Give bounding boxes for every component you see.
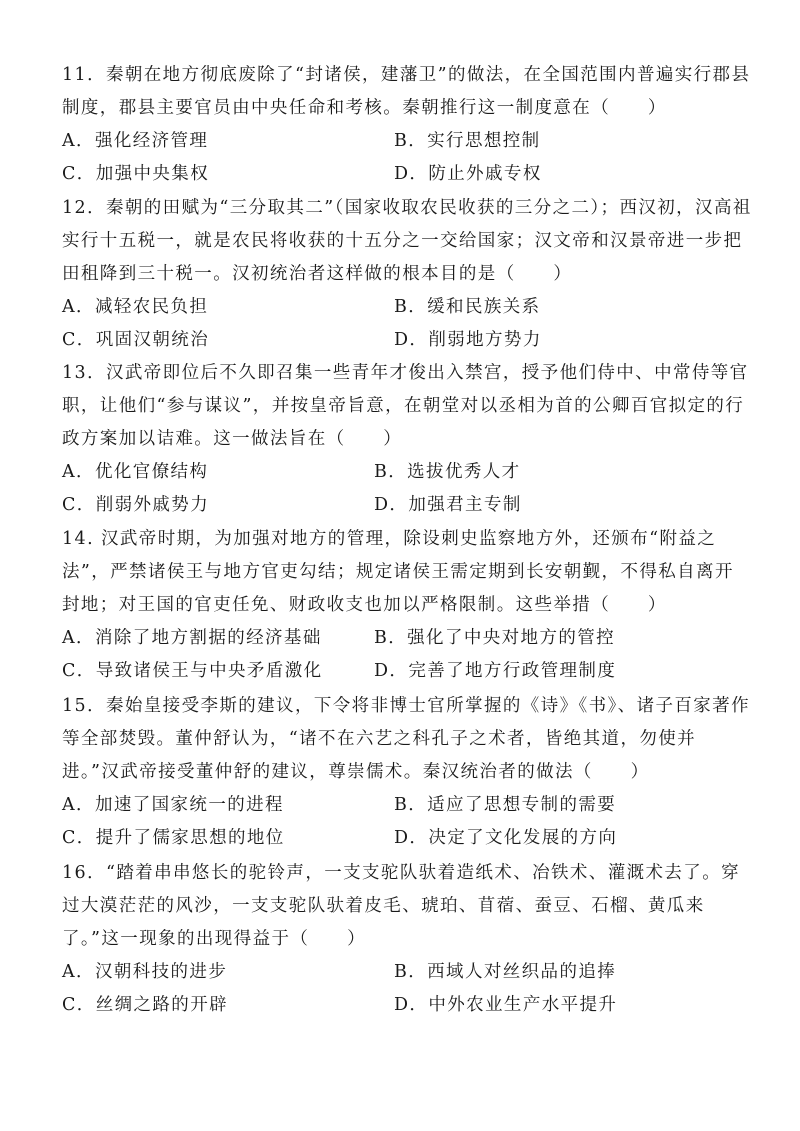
question-11 xyxy=(62,59,752,191)
option-a: A．优化官僚结构 xyxy=(62,462,209,482)
option-b: B．适应了思想专制的需要 xyxy=(394,795,617,815)
question-stem: 13．汉武帝即位后不久即召集一些青年才俊出入禁宫，授予他们侍中、中常侍等官职，让他们“参与谋议”，并按皇帝旨意，在朝堂对以丞相为首的公卿百官拟定的行政方案加以诘难。这一做法旨在（ ） xyxy=(62,363,749,449)
option-d: D．削弱地方势力 xyxy=(394,330,542,350)
answer-options xyxy=(62,291,752,357)
question-stem: 15．秦始皇接受李斯的建议，下令将非博士官所掌握的《诗》《书》、诸子百家著作等全部焚毁。董仲舒认为，“诸不在六艺之科孔子之术者，皆绝其道，勿使并进。”汉武帝接受董仲舒的建议，尊崇儒术。秦汉统治者的做法（ ） xyxy=(62,696,750,782)
option-d: D．防止外戚专权 xyxy=(394,164,542,184)
option-d: D．完善了地方行政管理制度 xyxy=(374,661,617,681)
option-a: A．加速了国家统一的进程 xyxy=(62,795,284,815)
question-stem: 16．“踏着串串悠长的驼铃声，一支支驼队驮着造纸术、冶铁术、灌溉术去了。穿过大漠茫茫的风沙，一支支驼队驮着皮毛、琥珀、苜蓿、蚕豆、石榴、黄瓜来了。”这一现象的出现得益于（ ） xyxy=(62,863,741,949)
question-16 xyxy=(62,857,752,1022)
option-a: A．汉朝科技的进步 xyxy=(62,962,228,982)
option-a: A．强化经济管理 xyxy=(62,131,209,151)
answer-options xyxy=(62,622,752,688)
option-a: A．减轻农民负担 xyxy=(62,297,209,317)
option-b: B．选拔优秀人才 xyxy=(374,462,521,482)
question-14 xyxy=(62,523,752,688)
option-a: A．消除了地方割据的经济基础 xyxy=(62,628,322,648)
answer-options xyxy=(62,125,752,191)
option-c: C．导致诸侯王与中央矛盾激化 xyxy=(62,661,323,681)
option-c: C．加强中央集权 xyxy=(62,164,210,184)
option-c: C．提升了儒家思想的地位 xyxy=(62,828,285,848)
option-d: D．决定了文化发展的方向 xyxy=(394,828,618,848)
option-b: B．强化了中央对地方的管控 xyxy=(374,628,616,648)
option-c: C．削弱外戚势力 xyxy=(62,495,210,515)
option-c: C．丝绸之路的开辟 xyxy=(62,995,228,1015)
answer-options xyxy=(62,956,752,1022)
option-c: C．巩固汉朝统治 xyxy=(62,330,210,350)
option-b: B．缓和民族关系 xyxy=(394,297,541,317)
answer-options xyxy=(62,789,752,855)
option-b: B．实行思想控制 xyxy=(394,131,541,151)
question-stem: 14. 汉武帝时期，为加强对地方的管理，除设刺史监察地方外，还颁布“附益之法”，严禁诸侯王与地方官吏勾结；规定诸侯王需定期到长安朝觐，不得私自离开封地；对王国的官吏任免、财政收支也加以严格限制。这些举措（ ） xyxy=(62,529,734,615)
question-12 xyxy=(62,192,752,357)
answer-options xyxy=(62,456,752,522)
option-d: D．中外农业生产水平提升 xyxy=(394,995,618,1015)
option-d: D．加强君主专制 xyxy=(374,495,522,515)
question-13 xyxy=(62,357,752,522)
question-15 xyxy=(62,690,752,855)
question-stem: 12．秦朝的田赋为“三分取其二”（国家收取农民收获的三分之二）；西汉初，汉高祖实行十五税一，就是农民将收获的十五分之一交给国家；汉文帝和汉景帝进一步把田租降到三十税一。汉初统治者这样做的根本目的是（ ） xyxy=(62,198,752,284)
question-stem: 11．秦朝在地方彻底废除了“封诸侯，建藩卫”的做法，在全国范围内普遍实行郡县制度，郡县主要官员由中央任命和考核。秦朝推行这一制度意在（ ） xyxy=(62,65,751,118)
option-b: B．西域人对丝织品的追捧 xyxy=(394,962,617,982)
